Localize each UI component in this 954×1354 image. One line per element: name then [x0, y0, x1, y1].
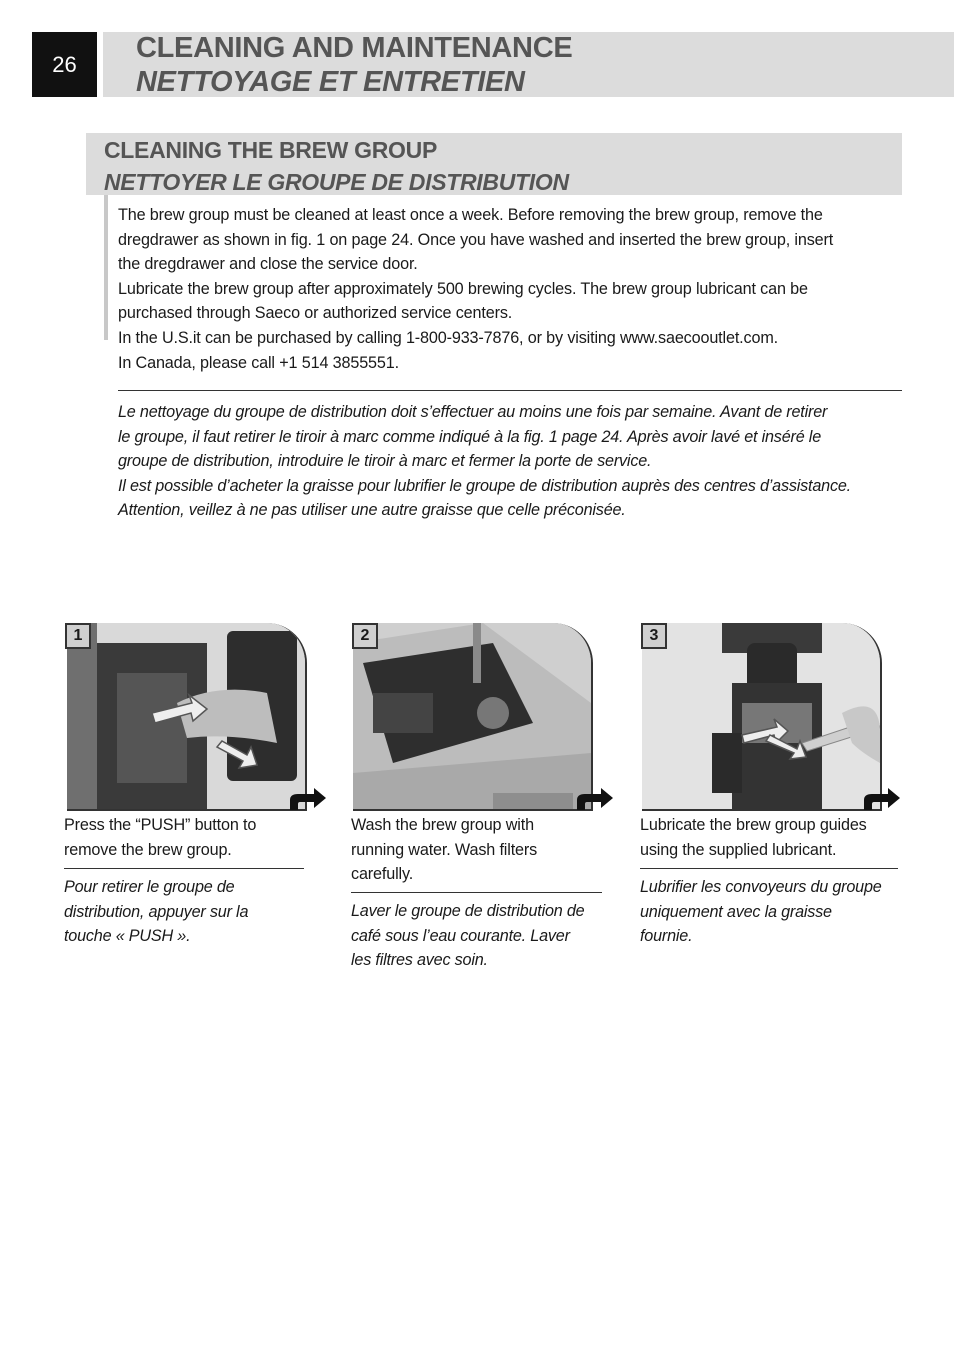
page-title [136, 31, 572, 99]
body-en-line: Lubricate the brew group after approximately 500 brewing cycles. The brew group lubricant can be [118, 279, 808, 298]
caption-line: les filtres avec soin. [351, 951, 488, 970]
body-text-fr [118, 400, 918, 523]
step-2-caption-en [351, 813, 537, 887]
caption-line: Laver le groupe de distribution de [351, 902, 585, 920]
caption-line: touche « PUSH ». [64, 927, 191, 946]
caption-line: fournie. [640, 927, 693, 946]
step-3-number: 3 [641, 623, 667, 649]
body-fr-line: Attention, veillez à ne pas utiliser une autre graisse que celle préconisée. [118, 501, 626, 520]
section-title [104, 134, 569, 198]
step-1-caption-divider [64, 868, 304, 869]
next-arrow-icon [862, 786, 902, 812]
body-text-en [118, 203, 908, 375]
step-2-caption-fr [351, 899, 584, 973]
body-en-line: The brew group must be cleaned at least once a week. Before removing the brew group, remove the [118, 206, 823, 224]
step-1-illustration [67, 623, 307, 811]
language-divider [118, 390, 902, 391]
caption-line: using the supplied lubricant. [640, 840, 837, 859]
body-fr-line: Le nettoyage du groupe de distribution doit s’effectuer au moins une fois par semaine. Avant de retirer [118, 403, 828, 421]
step-1-caption-fr [64, 875, 248, 949]
caption-line: distribution, appuyer sur la [64, 902, 249, 921]
caption-line: carefully. [351, 865, 414, 884]
body-fr-line: groupe de distribution, introduire le tiroir à marc et fermer la porte de service. [118, 452, 652, 471]
step-2-number: 2 [352, 623, 378, 649]
caption-line: Press the “PUSH” button to [64, 816, 257, 834]
step-2-caption-divider [351, 892, 602, 893]
page-title-fr: NETTOYAGE ET ENTRETIEN [136, 66, 525, 98]
next-arrow-icon [288, 786, 328, 812]
body-fr-line: Il est possible d’acheter la graisse pour lubrifier le groupe de distribution auprès des centres d’assistance. [118, 476, 851, 495]
step-1-caption-en [64, 813, 256, 862]
body-en-line: purchased through Saeco or authorized service centers. [118, 304, 513, 323]
body-en-line: the dregdrawer and close the service door. [118, 255, 418, 274]
body-en-line: In the U.S.it can be purchased by calling 1-800-933-7876, or by visiting www.saecooutlet.com. [118, 328, 778, 347]
next-arrow-icon [575, 786, 615, 812]
page-number: 26 [32, 32, 97, 97]
caption-line: Lubricate the brew group guides [640, 816, 867, 834]
caption-line: remove the brew group. [64, 840, 232, 859]
section-side-bar [104, 195, 108, 340]
step-1-number: 1 [65, 623, 91, 649]
caption-line: running water. Wash filters [351, 840, 538, 859]
caption-line: café sous l’eau courante. Laver [351, 926, 570, 945]
step-3-caption-divider [640, 868, 898, 869]
caption-line: Wash the brew group with [351, 816, 534, 834]
section-title-en: CLEANING THE BREW GROUP [104, 137, 437, 163]
body-en-line: In Canada, please call +1 514 3855551. [118, 353, 399, 372]
step-3-caption-en [640, 813, 867, 862]
caption-line: Lubrifier les convoyeurs du groupe [640, 878, 882, 896]
step-2-illustration [353, 623, 593, 811]
body-fr-line: le groupe, il faut retirer le tiroir à marc comme indiqué à la fig. 1 page 24. Après avoir lavé et inséré le [118, 427, 821, 446]
step-3-caption-fr [640, 875, 882, 949]
body-en-line: dregdrawer as shown in fig. 1 on page 24. Once you have washed and inserted the brew group, insert [118, 230, 834, 249]
step-3-illustration [642, 623, 882, 811]
page-title-en: CLEANING AND MAINTENANCE [136, 32, 573, 64]
caption-line: uniquement avec la graisse [640, 902, 832, 921]
section-title-fr: NETTOYER LE GROUPE DE DISTRIBUTION [104, 169, 569, 195]
caption-line: Pour retirer le groupe de [64, 878, 235, 896]
